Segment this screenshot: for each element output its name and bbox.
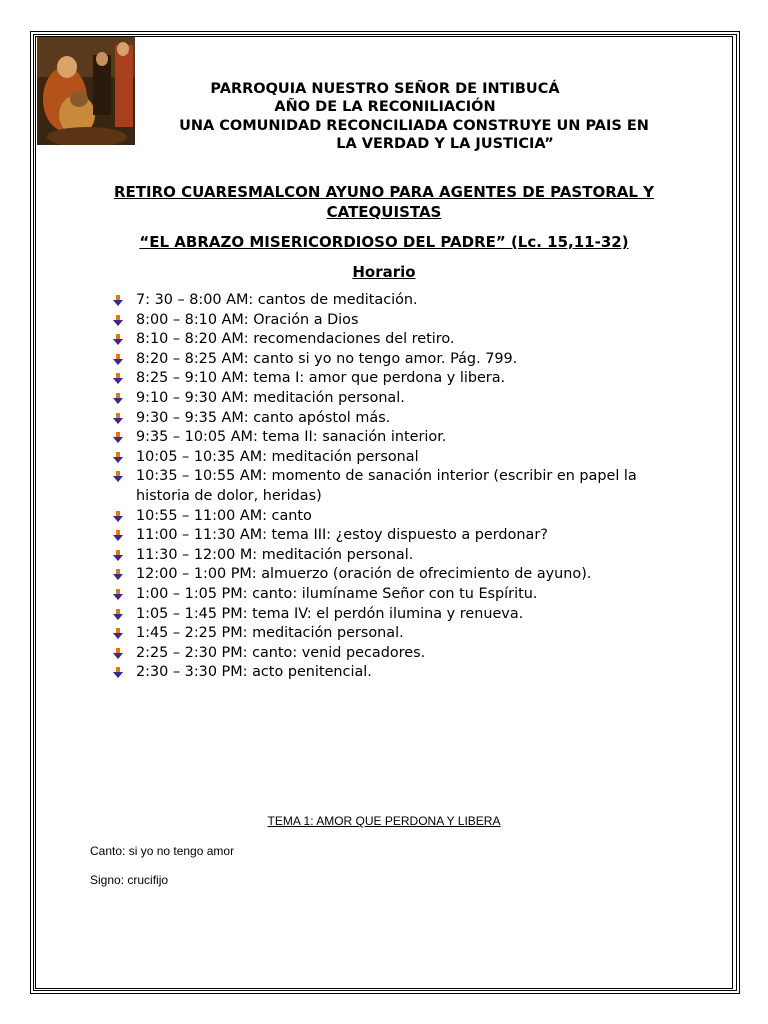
parish-name: PARROQUIA NUESTRO SEÑOR DE INTIBUCÁ	[210, 81, 560, 97]
arrow-down-bullet-icon	[112, 393, 124, 405]
arrow-down-bullet-icon	[112, 648, 124, 660]
schedule-item-text: 12:00 – 1:00 PM: almuerzo (oración de ofrecimiento de ayuno).	[136, 566, 592, 583]
schedule-item	[112, 644, 672, 664]
schedule-item-text: 11:30 – 12:00 M: meditación personal.	[136, 546, 414, 563]
schedule-item	[112, 526, 672, 546]
tema-title: TEMA 1: AMOR QUE PERDONA Y LIBERA	[267, 814, 501, 828]
schedule-item	[112, 507, 672, 527]
schedule-item-text: 1:45 – 2:25 PM: meditación personal.	[136, 625, 404, 642]
arrow-down-bullet-icon	[112, 667, 124, 679]
arrow-down-bullet-icon	[112, 471, 124, 483]
schedule-heading: Horario	[352, 263, 416, 281]
retreat-title: RETIRO CUARESMALCON AYUNO PARA AGENTES DE PASTORAL Y CATEQUISTAS	[113, 183, 654, 221]
motto-line-1: UNA COMUNIDAD RECONCILIADA CONSTRUYE UN PAIS EN	[179, 118, 649, 134]
arrow-down-bullet-icon	[112, 315, 124, 327]
arrow-down-bullet-icon	[112, 628, 124, 640]
schedule-item	[112, 369, 672, 389]
schedule-item	[112, 663, 672, 683]
schedule-item	[112, 565, 672, 585]
arrow-down-bullet-icon	[112, 511, 124, 523]
schedule-item-text: 11:00 – 11:30 AM: tema III: ¿estoy dispuesto a perdonar?	[136, 527, 548, 544]
signo-line: Signo: crucifijo	[90, 873, 169, 887]
schedule-item	[112, 624, 672, 644]
schedule-item	[112, 585, 672, 605]
schedule-item-text: 8:10 – 8:20 AM: recomendaciones del retiro.	[136, 331, 455, 348]
arrow-down-bullet-icon	[112, 550, 124, 562]
schedule-item-text: 8:25 – 9:10 AM: tema I: amor que perdona y libera.	[136, 370, 506, 387]
arrow-down-bullet-icon	[112, 432, 124, 444]
arrow-down-bullet-icon	[112, 354, 124, 366]
motto-line-2: LA VERDAD Y LA JUSTICIA”	[336, 136, 554, 152]
retreat-subtitle: “EL ABRAZO MISERICORDIOSO DEL PADRE” (Lc. 15,11-32)	[139, 233, 629, 251]
year-title: AÑO DE LA RECONILIACIÓN	[274, 99, 496, 115]
schedule-item-text: 10:55 – 11:00 AM: canto	[136, 507, 312, 524]
arrow-down-bullet-icon	[112, 334, 124, 346]
schedule-item	[112, 428, 672, 448]
schedule-item	[112, 291, 672, 311]
schedule-list	[112, 291, 672, 683]
schedule-item-text: 9:30 – 9:35 AM: canto apóstol más.	[136, 409, 391, 426]
schedule-item-text: 1:05 – 1:45 PM: tema IV: el perdón ilumina y renueva.	[136, 605, 524, 622]
schedule-item-text: 1:00 – 1:05 PM: canto: ilumíname Señor con tu Espíritu.	[136, 585, 538, 602]
schedule-item-text: 9:10 – 9:30 AM: meditación personal.	[136, 389, 405, 406]
canto-line: Canto: si yo no tengo amor	[90, 844, 235, 858]
schedule-item	[112, 546, 672, 566]
arrow-down-bullet-icon	[112, 589, 124, 601]
schedule-item	[112, 605, 672, 625]
arrow-down-bullet-icon	[112, 569, 124, 581]
schedule-item-text: 10:05 – 10:35 AM: meditación personal	[136, 448, 419, 465]
schedule-item-text: 10:35 – 10:55 AM: momento de sanación interior (escribir en papel la historia de dolor, heridas)	[136, 468, 637, 504]
schedule-item	[112, 330, 672, 350]
schedule-item	[112, 467, 672, 506]
arrow-down-bullet-icon	[112, 452, 124, 464]
arrow-down-bullet-icon	[112, 530, 124, 542]
schedule-item	[112, 311, 672, 331]
arrow-down-bullet-icon	[112, 609, 124, 621]
schedule-item	[112, 409, 672, 429]
schedule-item-text: 7: 30 – 8:00 AM: cantos de meditación.	[136, 292, 418, 308]
schedule-item-text: 2:25 – 2:30 PM: canto: venid pecadores.	[136, 644, 426, 661]
arrow-down-bullet-icon	[112, 295, 124, 307]
schedule-item-text: 2:30 – 3:30 PM: acto penitencial.	[136, 664, 372, 681]
schedule-item	[112, 448, 672, 468]
schedule-item	[112, 350, 672, 370]
schedule-item-text: 8:20 – 8:25 AM: canto si yo no tengo amor. Pág. 799.	[136, 350, 518, 367]
schedule-item	[112, 389, 672, 409]
schedule-item-text: 8:00 – 8:10 AM: Oración a Dios	[136, 311, 359, 328]
arrow-down-bullet-icon	[112, 413, 124, 425]
schedule-item-text: 9:35 – 10:05 AM: tema II: sanación interior.	[136, 429, 447, 446]
arrow-down-bullet-icon	[112, 373, 124, 385]
prodigal-son-painting	[37, 37, 135, 145]
